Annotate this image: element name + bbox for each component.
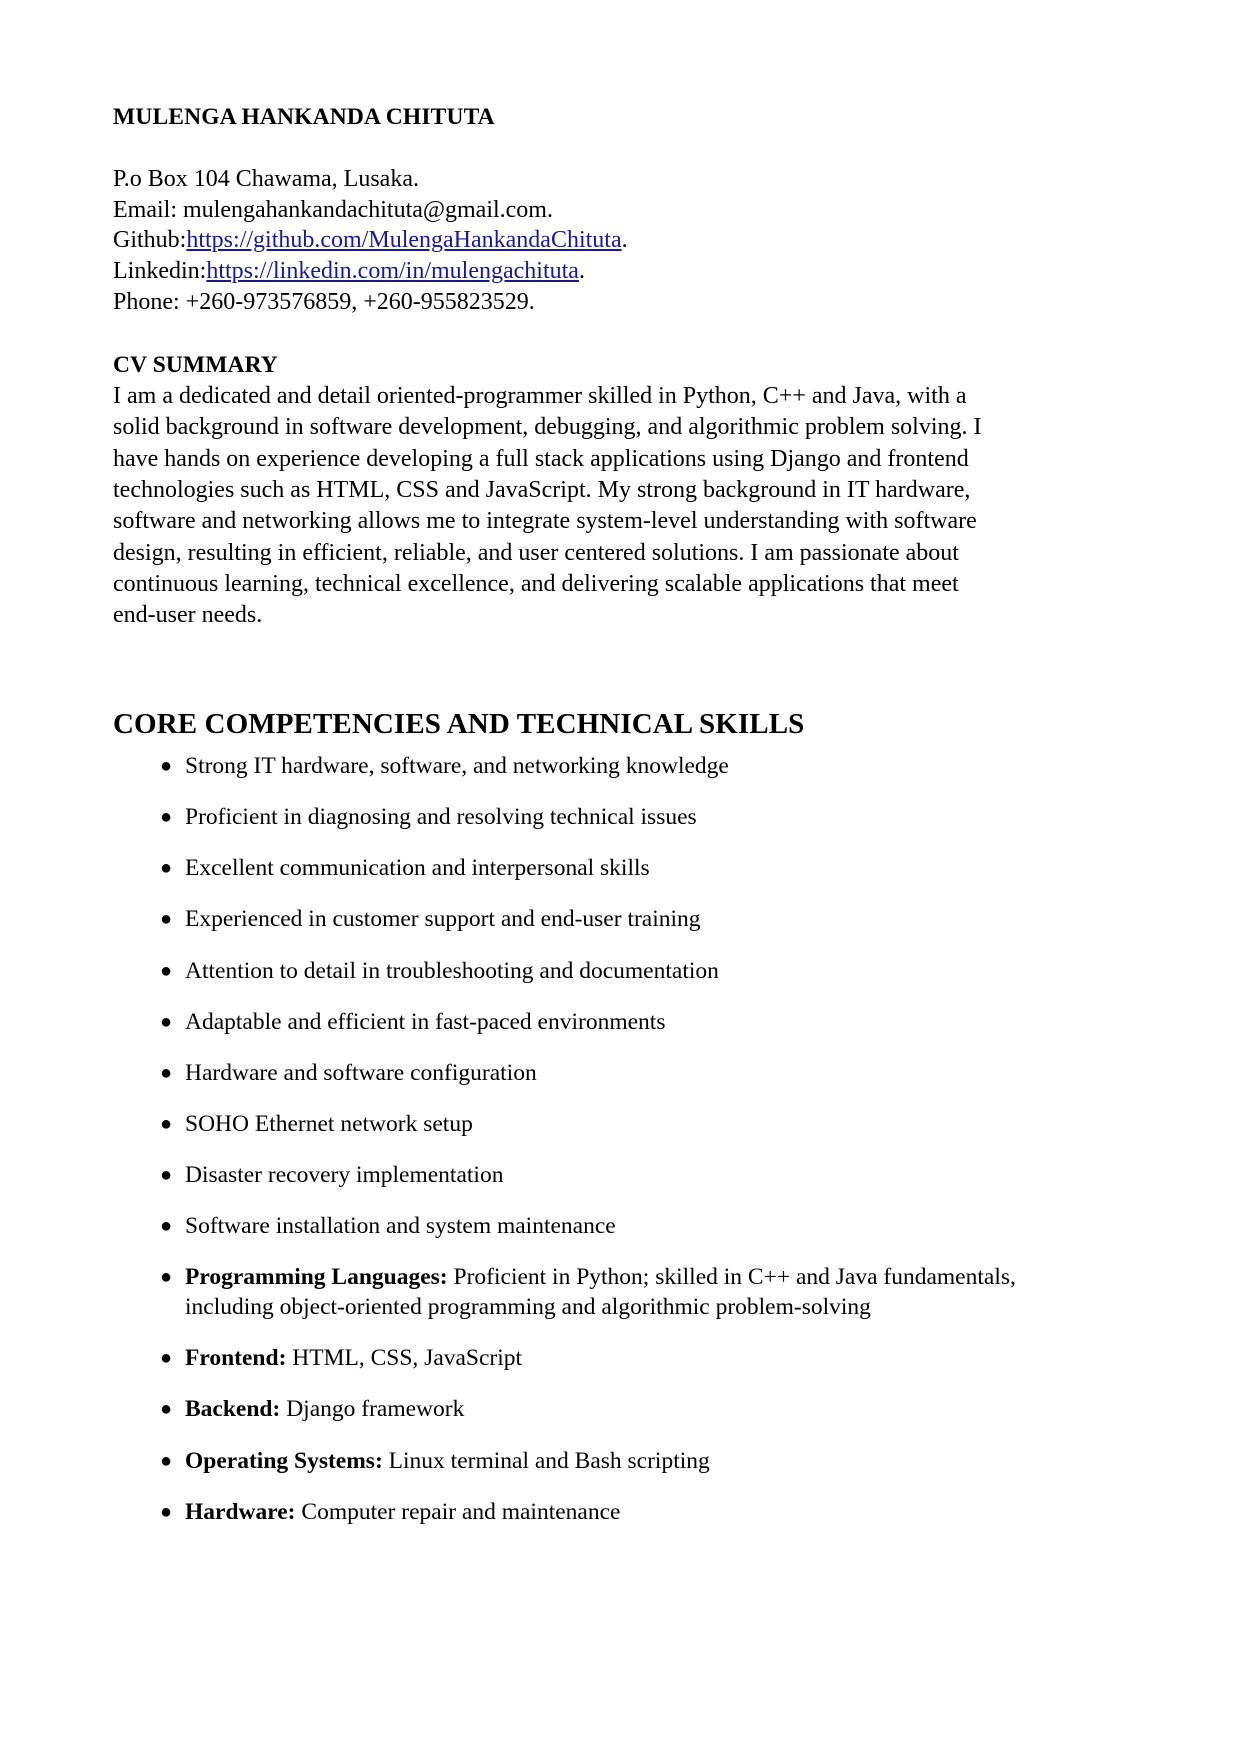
bullet-dot-icon: ● — [160, 1449, 173, 1472]
bullet-dot-icon: ● — [160, 1061, 173, 1084]
list-item — [113, 1497, 1085, 1528]
list-item — [113, 1394, 1085, 1425]
list-item-text: Proficient in Python; skilled in C++ and Java fundamentals, including object-oriented programming and algorithmic problem-solving — [185, 1263, 1016, 1321]
cv-summary-heading: CV SUMMARY — [113, 351, 278, 378]
bullet-dot-icon: ● — [160, 1163, 173, 1186]
contact-linkedin — [113, 256, 1113, 287]
list-item — [113, 956, 1085, 987]
list-item-text: Adaptable and efficient in fast-paced environments — [185, 1008, 666, 1035]
github-label: Github: — [113, 227, 187, 254]
bullet-dot-icon: ● — [160, 1010, 173, 1033]
core-competencies-heading: CORE COMPETENCIES AND TECHNICAL SKILLS — [113, 707, 805, 740]
list-item-text: HTML, CSS, JavaScript — [286, 1345, 523, 1372]
bullet-dot-icon: ● — [160, 908, 173, 931]
list-item-label: Backend: — [185, 1396, 281, 1423]
list-item — [113, 802, 1085, 833]
list-item-label: Operating Systems: — [185, 1447, 383, 1474]
list-item-text: Disaster recovery implementation — [185, 1161, 504, 1188]
list-item-label: Hardware: — [185, 1498, 296, 1525]
list-item-text: Django framework — [280, 1396, 465, 1423]
list-item-text: Software installation and system maintenance — [185, 1212, 616, 1239]
bullet-dot-icon: ● — [160, 1347, 173, 1370]
cv-summary-body: I am a dedicated and detail oriented-programmer skilled in Python, C++ and Java, with a solid background in software development, debugging, and algorithmic problem solving. I have hands on experience developing a full stack applications using Django and frontend technologies such as HTML, CSS and JavaScript. My strong background in IT hardware, software and networking allows me to integrate system-level understanding with software design, resulting in efficient, reliable, and user centered solutions. I am passionate about continuous learning, technical excellence, and delivering scalable applications that meet end-user needs. — [113, 383, 982, 629]
list-item-text: Strong IT hardware, software, and networking knowledge — [185, 753, 729, 780]
contact-email: Email: mulengahankandachituta@gmail.com. — [113, 196, 553, 223]
bullet-dot-icon: ● — [160, 959, 173, 982]
list-item-label: Frontend: — [185, 1345, 287, 1372]
github-suffix: . — [621, 227, 628, 254]
bullet-dot-icon: ● — [160, 1500, 173, 1523]
core-competencies-list — [113, 751, 1113, 1527]
list-item-text: Proficient in diagnosing and resolving technical issues — [185, 804, 697, 831]
list-item — [113, 1109, 1085, 1140]
bullet-dot-icon: ● — [160, 1398, 173, 1421]
list-item-text: Hardware and software configuration — [185, 1059, 537, 1086]
list-item — [113, 1058, 1085, 1089]
contact-address: P.o Box 104 Chawama, Lusaka. — [113, 165, 419, 192]
linkedin-suffix: . — [578, 258, 585, 285]
list-item-text: Attention to detail in troubleshooting and documentation — [185, 957, 719, 984]
list-item-text: Linux terminal and Bash scripting — [382, 1447, 710, 1474]
list-item-label: Programming Languages: — [185, 1263, 448, 1290]
bullet-dot-icon: ● — [160, 1112, 173, 1135]
contact-github — [113, 225, 1113, 256]
github-link[interactable]: https://github.com/MulengaHankandaChituta — [186, 227, 622, 254]
list-item — [113, 1211, 1085, 1242]
page-title: MULENGA HANKANDA CHITUTA — [113, 104, 495, 130]
list-item — [113, 751, 1085, 782]
list-item — [113, 853, 1085, 884]
list-item-text: Computer repair and maintenance — [295, 1498, 621, 1525]
bullet-dot-icon: ● — [160, 857, 173, 880]
list-item — [113, 1160, 1085, 1191]
list-item-text: SOHO Ethernet network setup — [185, 1110, 473, 1137]
list-item-text: Experienced in customer support and end-user training — [185, 906, 701, 933]
linkedin-label: Linkedin: — [113, 258, 207, 285]
list-item-text: Excellent communication and interpersonal skills — [185, 855, 650, 882]
bullet-dot-icon: ● — [160, 755, 173, 778]
contact-block — [113, 164, 1113, 318]
document-body — [113, 104, 1113, 1527]
list-item — [113, 1343, 1085, 1374]
bullet-dot-icon: ● — [160, 806, 173, 829]
bullet-dot-icon: ● — [160, 1214, 173, 1237]
contact-phone: Phone: +260-973576859, +260-955823529. — [113, 289, 535, 316]
list-item — [113, 1262, 1085, 1323]
list-item — [113, 1446, 1085, 1477]
list-item — [113, 904, 1085, 935]
list-item — [113, 1007, 1085, 1038]
bullet-dot-icon: ● — [160, 1265, 173, 1288]
linkedin-link[interactable]: https://linkedin.com/in/mulengachituta — [206, 258, 579, 285]
